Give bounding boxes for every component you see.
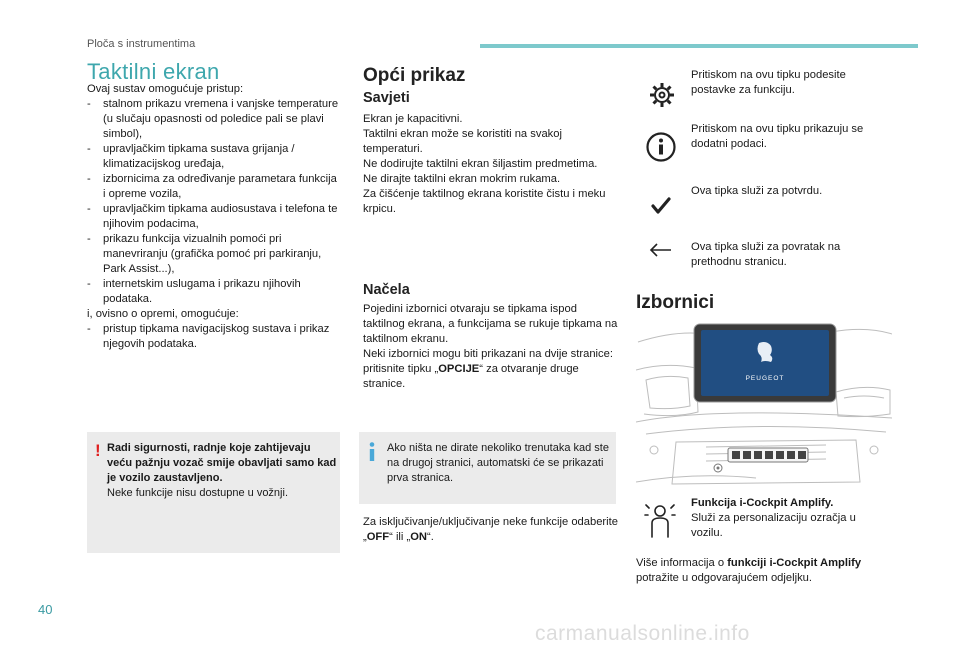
gear-description: Pritiskom na ovu tipku podesite postavke za funkciju. bbox=[691, 69, 846, 96]
more-text-bold: funkciji i-Cockpit Amplify bbox=[727, 557, 862, 569]
screen-brand-text: PEUGEOT bbox=[745, 375, 785, 382]
page-title: Taktilni ekran bbox=[87, 59, 220, 84]
options-keyword: OPCIJE bbox=[438, 363, 480, 375]
more-text-b: potražite u odgovarajućem odjeljku. bbox=[636, 572, 812, 584]
cockpit-title: Funkcija i-Cockpit Amplify. bbox=[691, 497, 834, 509]
check-description: Ova tipka služi za potvrdu. bbox=[691, 185, 823, 197]
toggle-text-a: Za isključivanje/uključivanje neke funkcije odaberite „ bbox=[363, 516, 618, 543]
warning-exclamation-icon: ! bbox=[95, 441, 101, 460]
page-number: 40 bbox=[38, 602, 53, 617]
principles-title: Načela bbox=[363, 282, 410, 298]
principles-text-b: “ za otvaranje druge stranice. bbox=[363, 363, 579, 390]
warning-normal: Neke funkcije nisu dostupne u vožnji. bbox=[107, 487, 288, 499]
header-rule bbox=[480, 44, 918, 48]
principles-text bbox=[363, 302, 618, 392]
list-item: - internetskim uslugama i prikazu njihovih podataka. bbox=[87, 277, 342, 307]
principles-section bbox=[363, 283, 618, 392]
list-item: - prikazu funkcija vizualnih pomoći pri manevriranju (grafička pomoć pri parkiranju, Park Assist...), bbox=[87, 232, 342, 277]
tips-text: Ekran je kapacitivni. Taktilni ekran može se koristiti na svakoj temperaturi. Ne dodirujte taktilni ekran šiljastim predmetima. Ne dirajte taktilni ekran mokrim rukama. Za čišćenje taktilnog ekrana koristite čistu i meku krpicu. bbox=[363, 113, 606, 215]
list-item: - stalnom prikazu vremena i vanjske temperature (u slučaju opasnosti od poledice pali se plavi simbol), bbox=[87, 97, 342, 142]
principles-text-a: Pojedini izbornici otvaraju se tipkama ispod taktilnog ekrana, a funkcijama se rukuje tipkama na taktilnom ekranu. Neki izbornici mogu biti prikazani na dvije stranice: pritisnite tipku „ bbox=[363, 303, 618, 375]
more-info-text bbox=[636, 556, 896, 586]
info-description: Pritiskom na ovu tipku prikazuju se dodatni podaci. bbox=[691, 123, 864, 150]
back-description: Ova tipka služi za povratak na prethodnu stranicu. bbox=[691, 241, 841, 268]
toggle-text-b: “ ili „ bbox=[389, 531, 411, 543]
list-item: - izbornicima za određivanje parametara funkcija i opreme vozila, bbox=[87, 172, 342, 202]
cockpit-text: Služi za personalizaciju ozračja u vozilu. bbox=[691, 512, 856, 539]
warning-text bbox=[107, 441, 337, 501]
feature-list-2 bbox=[87, 322, 342, 352]
column-1 bbox=[87, 59, 342, 352]
intro-text: Ovaj sustav omogućuje pristup: bbox=[87, 83, 244, 95]
warning-bold: Radi sigurnosti, radnje koje zahtijevaju veću pažnju vozač smije obavljati samo kad je vozilo zaustavljeno. bbox=[107, 442, 337, 484]
toggle-text-c: “. bbox=[427, 531, 434, 543]
back-arrow-icon bbox=[649, 242, 673, 258]
menus-title: Izbornici bbox=[636, 292, 715, 313]
dashboard-illustration bbox=[636, 322, 892, 490]
person-ambiance-icon bbox=[643, 501, 677, 539]
general-view-title: Opći prikaz bbox=[363, 65, 466, 86]
info-text: Ako ništa ne dirate nekoliko trenutaka kad ste na drugoj stranici, automatski će se prikazati prva stranica. bbox=[387, 442, 609, 484]
list-item: - upravljačkim tipkama audiosustava i telefona te njihovim podacima, bbox=[87, 202, 342, 232]
cockpit-description bbox=[691, 496, 881, 541]
info-i-icon bbox=[368, 442, 376, 462]
watermark: carmanualsonline.info bbox=[535, 622, 750, 645]
on-keyword: ON bbox=[410, 531, 428, 543]
column-2 bbox=[363, 65, 618, 217]
list-item: - pristup tipkama navigacijskog sustava i prikaz njegovih podataka. bbox=[87, 322, 342, 352]
tips-title: Savjeti bbox=[363, 90, 410, 106]
section-header: Ploča s instrumentima bbox=[87, 38, 196, 50]
info-icon bbox=[645, 131, 677, 163]
gear-icon bbox=[647, 80, 677, 110]
list-item: - upravljačkim tipkama sustava grijanja / klimatizacijskog uređaja, bbox=[87, 142, 342, 172]
more-text-a: Više informacija o bbox=[636, 557, 728, 569]
toggle-text bbox=[363, 515, 618, 545]
off-keyword: OFF bbox=[366, 531, 390, 543]
checkmark-icon bbox=[651, 197, 671, 215]
feature-list bbox=[87, 97, 342, 307]
intro2-text: i, ovisno o opremi, omogućuje: bbox=[87, 308, 239, 320]
